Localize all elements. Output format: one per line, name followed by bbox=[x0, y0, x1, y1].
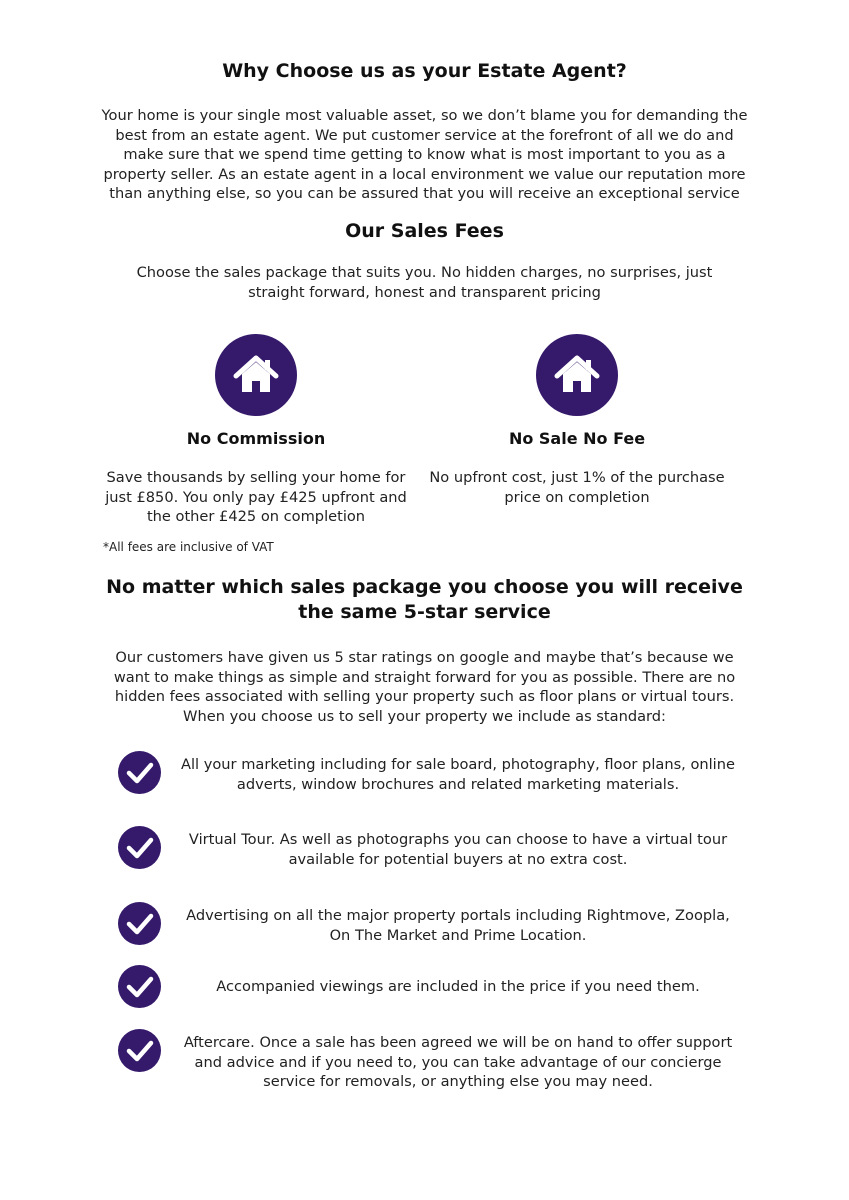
house-icon bbox=[215, 334, 297, 416]
house-icon bbox=[536, 334, 618, 416]
vat-note: *All fees are inclusive of VAT bbox=[103, 540, 274, 554]
package-description-no-sale-no-fee: No upfront cost, just 1% of the purchase price on completion bbox=[429, 469, 725, 506]
feature-item-virtual-tour: Virtual Tour. As well as photographs you can choose to have a virtual tour available for potential buyers at no extra cost. bbox=[188, 831, 728, 868]
package-title-no-commission: No Commission bbox=[186, 429, 326, 448]
checkmark-icon bbox=[118, 902, 161, 945]
feature-item-marketing: All your marketing including for sale board, photography, floor plans, online adverts, window brochures and related marketing materials. bbox=[181, 756, 735, 793]
fees-title: Our Sales Fees bbox=[345, 220, 504, 242]
fees-paragraph: Choose the sales package that suits you. No hidden charges, no surprises, just straight forward, honest and transparent pricing bbox=[136, 264, 713, 301]
package-description-no-commission: Save thousands by selling your home for just £850. You only pay £425 upfront and the other £425 on completion bbox=[105, 469, 407, 525]
checkmark-icon bbox=[118, 1029, 161, 1072]
feature-item-advertising: Advertising on all the major property portals including Rightmove, Zoopla, On The Market and Prime Location. bbox=[186, 907, 730, 944]
package-title-no-sale-no-fee: No Sale No Fee bbox=[508, 429, 646, 448]
checkmark-icon bbox=[118, 826, 161, 869]
intro-paragraph: Your home is your single most valuable asset, so we don’t blame you for demanding the best from an estate agent. We put customer service at the forefront of all we do and make sure that we spend time getting to know what is most important to you as a property seller. As an estate agent in a local environment we value our reputation more than anything else, so you can be assured that you will receive an exceptional service bbox=[101, 107, 748, 202]
intro-title: Why Choose us as your Estate Agent? bbox=[222, 60, 627, 82]
checkmark-icon bbox=[118, 965, 161, 1008]
feature-item-viewings: Accompanied viewings are included in the price if you need them. bbox=[216, 978, 700, 995]
checkmark-icon bbox=[118, 751, 161, 794]
feature-item-aftercare: Aftercare. Once a sale has been agreed we will be on hand to offer support and advice and if you need to, you can take advantage of our concierge service for removals, or anything else you may need. bbox=[183, 1034, 733, 1090]
service-paragraph: Our customers have given us 5 star ratings on google and maybe that’s because we want to make things as simple and straight forward for you as possible. There are no hidden fees associated with selling your property such as floor plans or virtual tours. When you choose us to sell your property we include as standard: bbox=[113, 649, 736, 725]
service-title: No matter which sales package you choose you will receive the same 5-star service bbox=[106, 576, 743, 623]
